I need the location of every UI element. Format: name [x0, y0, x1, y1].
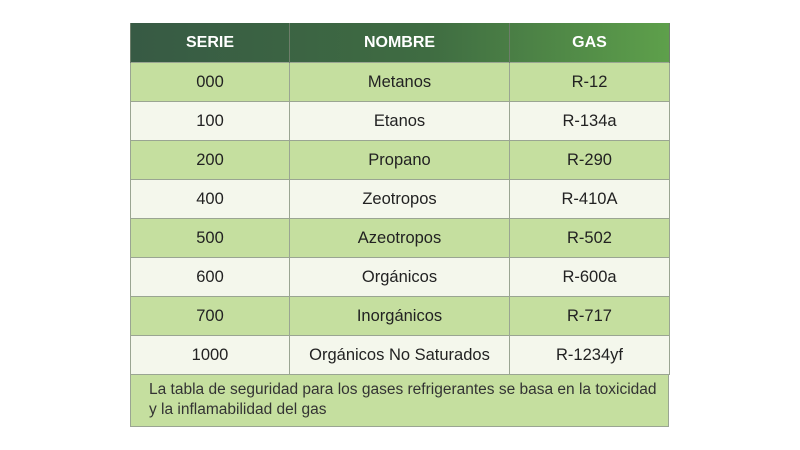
table-row	[131, 141, 670, 180]
cell-gas: R-134a	[510, 102, 670, 141]
cell-serie: 400	[131, 180, 290, 219]
cell-gas: R-502	[510, 219, 670, 258]
cell-nombre: Etanos	[290, 102, 510, 141]
cell-nombre: Propano	[290, 141, 510, 180]
cell-gas: R-600a	[510, 258, 670, 297]
cell-serie: 100	[131, 102, 290, 141]
cell-serie: 600	[131, 258, 290, 297]
refrigerant-series-table	[130, 23, 670, 375]
table-row	[131, 258, 670, 297]
cell-gas: R-12	[510, 63, 670, 102]
header-serie: SERIE	[131, 23, 290, 63]
table-header-row	[131, 23, 670, 63]
cell-nombre: Metanos	[290, 63, 510, 102]
table-row	[131, 63, 670, 102]
cell-nombre: Inorgánicos	[290, 297, 510, 336]
header-nombre: NOMBRE	[290, 23, 510, 63]
cell-nombre: Orgánicos	[290, 258, 510, 297]
cell-gas: R-1234yf	[510, 336, 670, 375]
table-row	[131, 180, 670, 219]
cell-gas: R-717	[510, 297, 670, 336]
refrigerant-series-table-container	[130, 23, 669, 427]
cell-serie: 1000	[131, 336, 290, 375]
cell-nombre: Orgánicos No Saturados	[290, 336, 510, 375]
table-row	[131, 297, 670, 336]
cell-serie: 000	[131, 63, 290, 102]
cell-serie: 200	[131, 141, 290, 180]
cell-nombre: Zeotropos	[290, 180, 510, 219]
header-gas: GAS	[510, 23, 670, 63]
cell-serie: 700	[131, 297, 290, 336]
cell-gas: R-290	[510, 141, 670, 180]
table-row	[131, 219, 670, 258]
cell-gas: R-410A	[510, 180, 670, 219]
cell-serie: 500	[131, 219, 290, 258]
table-row	[131, 102, 670, 141]
cell-nombre: Azeotropos	[290, 219, 510, 258]
table-footnote: La tabla de seguridad para los gases refrigerantes se basa en la toxicidad y la inflamabilidad del gas	[130, 375, 669, 427]
table-row	[131, 336, 670, 375]
